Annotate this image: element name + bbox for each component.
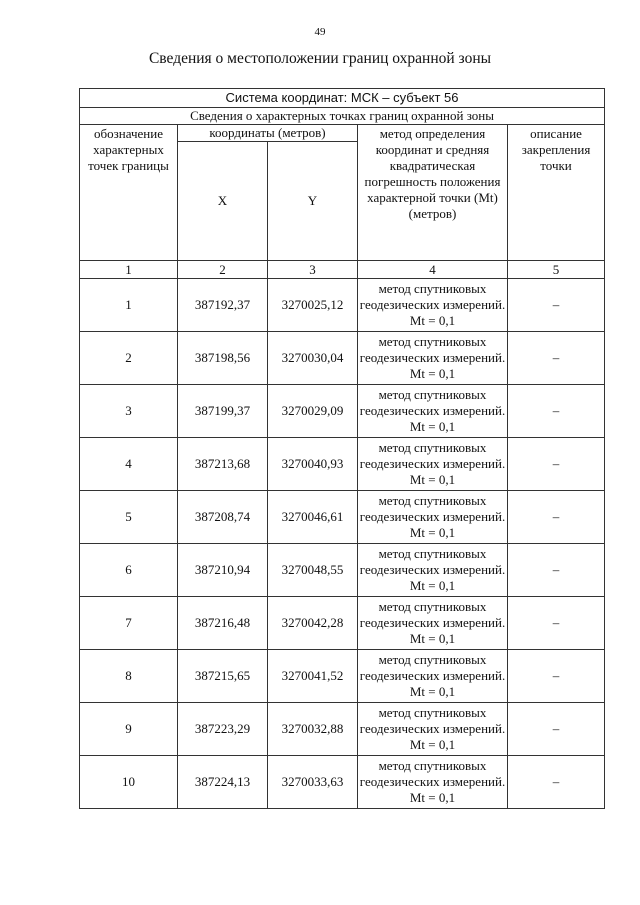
method-cell: метод спутниковых геодезических измерений. Mt = 0,1 xyxy=(358,650,508,703)
column-number: 3 xyxy=(268,261,358,279)
column-number: 1 xyxy=(80,261,178,279)
point-id-cell: 4 xyxy=(80,438,178,491)
y-coordinate-cell: 3270048,55 xyxy=(268,544,358,597)
fixing-description-cell: – xyxy=(508,597,605,650)
fixing-description-cell: – xyxy=(508,332,605,385)
x-coordinate-cell: 387210,94 xyxy=(178,544,268,597)
column-number: 2 xyxy=(178,261,268,279)
point-id-cell: 7 xyxy=(80,597,178,650)
method-cell: метод спутниковых геодезических измерений. Mt = 0,1 xyxy=(358,756,508,809)
header-coordinates: координаты (метров) xyxy=(178,125,358,142)
column-number: 5 xyxy=(508,261,605,279)
fixing-description-cell: – xyxy=(508,279,605,332)
x-coordinate-cell: 387198,56 xyxy=(178,332,268,385)
fixing-description-cell: – xyxy=(508,385,605,438)
point-id-cell: 9 xyxy=(80,703,178,756)
x-coordinate-cell: 387192,37 xyxy=(178,279,268,332)
y-coordinate-cell: 3270046,61 xyxy=(268,491,358,544)
y-coordinate-cell: 3270030,04 xyxy=(268,332,358,385)
fixing-description-cell: – xyxy=(508,756,605,809)
table-row xyxy=(80,756,605,809)
x-coordinate-cell: 387216,48 xyxy=(178,597,268,650)
x-coordinate-cell: 387215,65 xyxy=(178,650,268,703)
point-id-cell: 2 xyxy=(80,332,178,385)
table-row xyxy=(80,438,605,491)
method-cell: метод спутниковых геодезических измерений. Mt = 0,1 xyxy=(358,279,508,332)
method-cell: метод спутниковых геодезических измерений. Mt = 0,1 xyxy=(358,544,508,597)
y-coordinate-cell: 3270032,88 xyxy=(268,703,358,756)
fixing-description-cell: – xyxy=(508,703,605,756)
method-cell: метод спутниковых геодезических измерений. Mt = 0,1 xyxy=(358,385,508,438)
x-coordinate-cell: 387224,13 xyxy=(178,756,268,809)
table-row xyxy=(80,385,605,438)
page-number: 49 xyxy=(314,26,326,38)
table-row xyxy=(80,650,605,703)
y-coordinate-cell: 3270042,28 xyxy=(268,597,358,650)
method-cell: метод спутниковых геодезических измерений. Mt = 0,1 xyxy=(358,332,508,385)
point-id-cell: 6 xyxy=(80,544,178,597)
fixing-description-cell: – xyxy=(508,650,605,703)
method-cell: метод спутниковых геодезических измерений. Mt = 0,1 xyxy=(358,491,508,544)
y-coordinate-cell: 3270040,93 xyxy=(268,438,358,491)
table-row xyxy=(80,703,605,756)
coordinates-table xyxy=(79,88,605,809)
point-id-cell: 10 xyxy=(80,756,178,809)
table-row xyxy=(80,332,605,385)
table-subtitle-cell: Сведения о характерных точках границ охранной зоны xyxy=(80,108,605,125)
y-coordinate-cell: 3270025,12 xyxy=(268,279,358,332)
point-id-cell: 8 xyxy=(80,650,178,703)
header-method: метод определения координат и средняя квадратическая погрешность положения характерной точки (Mt) (метров) xyxy=(358,125,508,261)
y-coordinate-cell: 3270041,52 xyxy=(268,650,358,703)
x-coordinate-cell: 387208,74 xyxy=(178,491,268,544)
y-coordinate-cell: 3270033,63 xyxy=(268,756,358,809)
column-numbers-row xyxy=(80,261,605,279)
x-coordinate-cell: 387223,29 xyxy=(178,703,268,756)
method-cell: метод спутниковых геодезических измерений. Mt = 0,1 xyxy=(358,438,508,491)
point-id-cell: 3 xyxy=(80,385,178,438)
header-x: X xyxy=(178,142,268,261)
table-row xyxy=(80,544,605,597)
fixing-description-cell: – xyxy=(508,438,605,491)
point-id-cell: 5 xyxy=(80,491,178,544)
method-cell: метод спутниковых геодезических измерений. Mt = 0,1 xyxy=(358,597,508,650)
x-coordinate-cell: 387199,37 xyxy=(178,385,268,438)
page-title: Сведения о местоположении границ охранной зоны xyxy=(148,50,492,67)
fixing-description-cell: – xyxy=(508,491,605,544)
y-coordinate-cell: 3270029,09 xyxy=(268,385,358,438)
column-number: 4 xyxy=(358,261,508,279)
table-row xyxy=(80,279,605,332)
x-coordinate-cell: 387213,68 xyxy=(178,438,268,491)
header-y: Y xyxy=(268,142,358,261)
header-point-designation: обозначение характерных точек границы xyxy=(80,125,178,261)
fixing-description-cell: – xyxy=(508,544,605,597)
coordinate-system-cell: Система координат: МСК – субъект 56 xyxy=(80,89,605,108)
table-row xyxy=(80,597,605,650)
point-id-cell: 1 xyxy=(80,279,178,332)
table-row xyxy=(80,491,605,544)
header-fixing-description: описание закрепления точки xyxy=(508,125,605,261)
method-cell: метод спутниковых геодезических измерений. Mt = 0,1 xyxy=(358,703,508,756)
